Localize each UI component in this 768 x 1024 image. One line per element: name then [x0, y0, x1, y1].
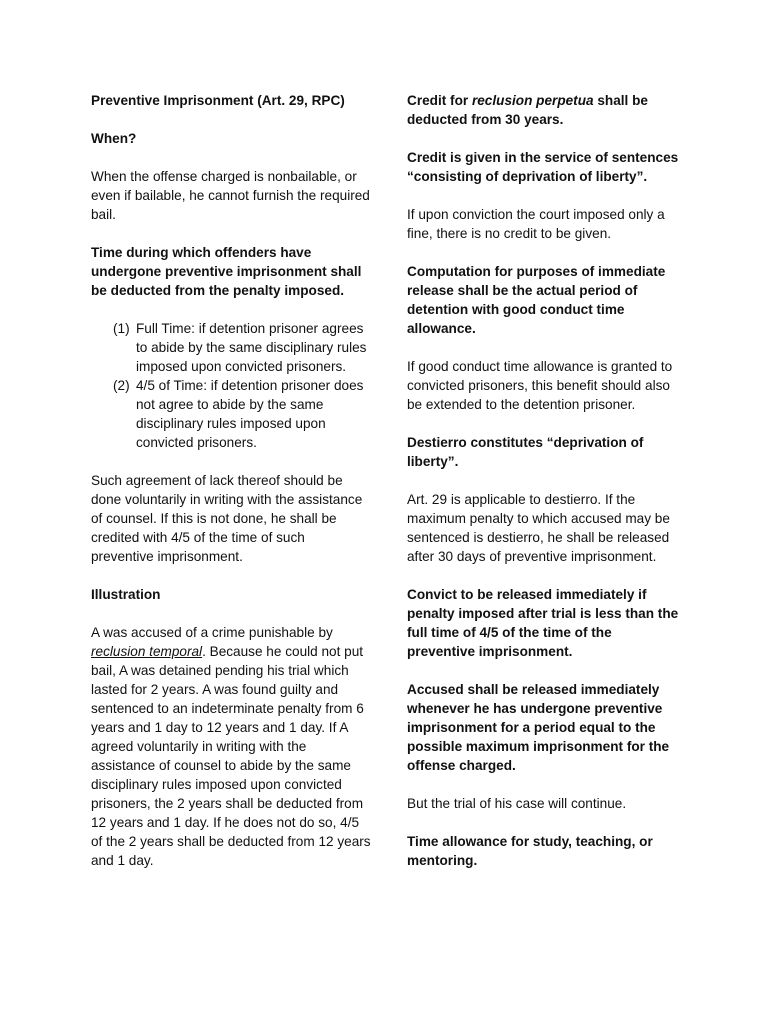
credit-list	[91, 319, 371, 452]
illustration-heading: Illustration	[91, 587, 161, 602]
list-item-text: Full Time: if detention prisoner agrees to abide by the same disciplinary rules imposed upon convicted prisoners.	[136, 321, 367, 374]
trial-continue-paragraph: But the trial of his case will continue.	[407, 796, 627, 811]
list-item-number: (1)	[113, 321, 130, 336]
destierro-paragraph: Art. 29 is applicable to destierro. If the maximum penalty to which accused may be sentenced is destierro, he shall be released after 30 days of preventive imprisonment.	[407, 492, 670, 564]
computation-paragraph: Computation for purposes of immediate release shall be the actual period of detention with good conduct time allowance.	[407, 264, 666, 336]
fine-paragraph: If upon conviction the court imposed only a fine, there is no credit to be given.	[407, 207, 665, 241]
document-title: Preventive Imprisonment (Art. 29, RPC)	[91, 93, 345, 108]
list-item-number: (2)	[113, 378, 130, 393]
credit-service-paragraph: Credit is given in the service of sentences “consisting of deprivation of liberty”.	[407, 150, 679, 184]
list-item	[91, 376, 371, 452]
credit-rp-term: reclusion perpetua	[471, 93, 594, 108]
when-heading: When?	[91, 131, 137, 146]
accused-release-paragraph: Accused shall be released immediately whenever he has undergone preventive imprisonment for a period equal to the possible maximum imprisonment for the offense charged.	[407, 682, 670, 773]
credit-rp-post: shall be deducted from 30 years.	[407, 93, 648, 127]
illustration-paragraph	[91, 623, 371, 870]
destierro-heading: Destierro constitutes “deprivation of liberty”.	[407, 435, 644, 469]
list-item-text: 4/5 of Time: if detention prisoner does not agree to abide by the same disciplinary rules imposed upon convicted prisoners.	[136, 378, 364, 450]
illustration-text-post: . Because he could not put bail, A was detained pending his trial which lasted for 2 years. A was found guilty and sentenced to an indeterminate penalty from 6 years and 1 day to 12 years and 1 day. If A agreed voluntarily in writing with the assistance of counsel to abide by the same disciplinary rules imposed upon convicted prisoners, the 2 years shall be deducted from 12 years and 1 day. If he does not do so, 4/5 of the 2 years shall be deducted from 12 years and 1 day.	[91, 644, 371, 868]
right-column	[407, 91, 682, 889]
illustration-text-pre: A was accused of a crime punishable by	[91, 625, 333, 640]
time-deducted-paragraph: Time during which offenders have undergone preventive imprisonment shall be deducted from the penalty imposed.	[91, 245, 362, 298]
convict-release-paragraph: Convict to be released immediately if penalty imposed after trial is less than the full time of 4/5 of the time of the preventive imprisonment.	[407, 587, 679, 659]
time-allowance-paragraph: Time allowance for study, teaching, or mentoring.	[407, 834, 653, 868]
when-paragraph: When the offense charged is nonbailable, or even if bailable, he cannot furnish the required bail.	[91, 169, 370, 222]
good-conduct-paragraph: If good conduct time allowance is granted to convicted prisoners, this benefit should also be extended to the detention prisoner.	[407, 359, 673, 412]
left-column	[91, 91, 371, 889]
agreement-paragraph: Such agreement of lack thereof should be done voluntarily in writing with the assistance of counsel. If this is not done, he shall be credited with 4/5 of the time of such preventive imprisonment.	[91, 473, 363, 564]
credit-rp-pre: Credit for	[407, 93, 472, 108]
illustration-term: reclusion temporal	[91, 644, 203, 659]
list-item	[91, 319, 371, 376]
credit-reclusion-perpetua	[407, 91, 682, 129]
